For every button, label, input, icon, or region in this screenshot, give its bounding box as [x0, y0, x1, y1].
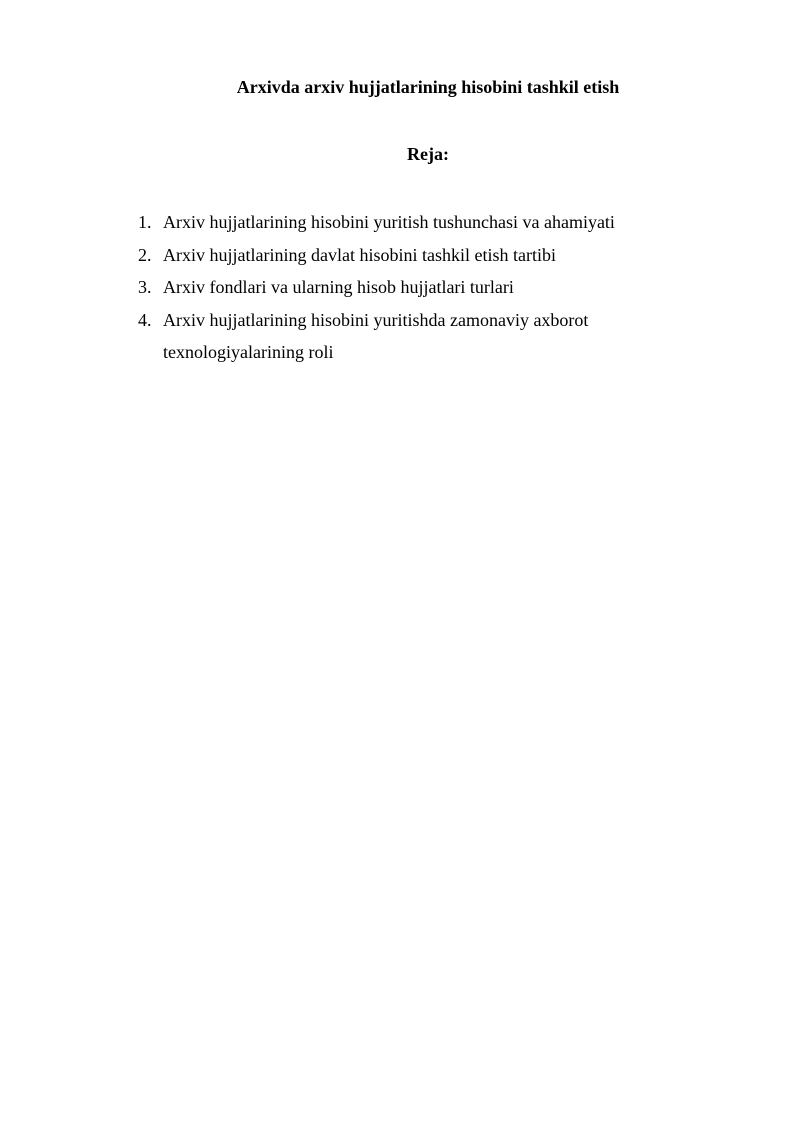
document-title: Arxivda arxiv hujjatlarining hisobini tashkil etish: [236, 77, 620, 97]
plan-item-number: 1.: [138, 212, 152, 232]
plan-heading: Reja:: [407, 144, 449, 164]
plan-list-item: [138, 239, 658, 272]
plan-item-text: Arxiv hujjatlarining hisobini yuritishda zamonaviy axborot texnologiyalarining roli: [163, 309, 589, 362]
plan-item-text: Arxiv hujjatlarining hisobini yuritish tushunchasi va ahamiyati: [163, 212, 615, 232]
plan-item-text: Arxiv fondlari va ularning hisob hujjatlari turlari: [163, 277, 514, 297]
plan-item-number: 3.: [138, 277, 152, 297]
plan-list-item: [138, 206, 658, 239]
plan-item-text: Arxiv hujjatlarining davlat hisobini tashkil etish tartibi: [163, 244, 556, 265]
plan-list: [138, 206, 658, 369]
plan-list-item: [138, 271, 658, 304]
plan-item-number: 2.: [138, 244, 152, 265]
plan-list-item: [138, 304, 658, 369]
plan-item-number: 4.: [138, 309, 152, 330]
